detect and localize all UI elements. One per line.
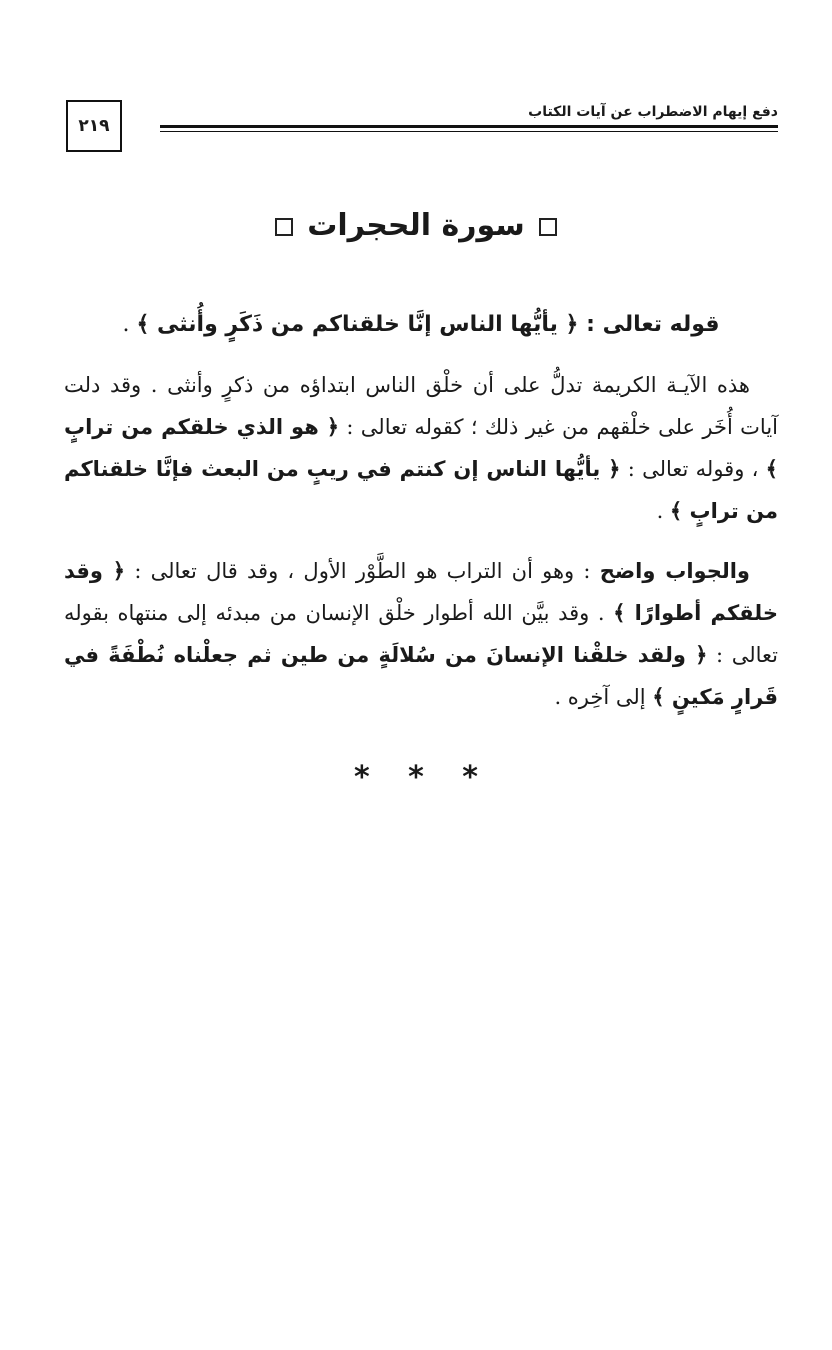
text-run: إلى آخِره . bbox=[554, 685, 653, 709]
text-run: . bbox=[656, 499, 670, 523]
quran-quote: ﴿ هو الذي خلقكم من ترابٍ ﴾ bbox=[64, 415, 778, 481]
square-ornament-icon bbox=[275, 218, 293, 236]
text-run: هذه الآيـة الكريمة تدلُّ على أن خلْق الناس ابتداؤه من ذكرٍ وأنثى . وقد دلت آيات أُخَر على خلْقهم من غير ذلك ؛ كقوله تعالى : bbox=[64, 373, 779, 439]
quran-quote: ﴿ يأيُّها الناس إنَّا خلقناكم من ذَكَرٍ وأُنثى ﴾ bbox=[136, 312, 579, 337]
paragraph-issue bbox=[64, 364, 778, 532]
surah-title: سورة الحجرات bbox=[307, 208, 525, 243]
paragraph-answer bbox=[64, 550, 778, 718]
square-ornament-icon bbox=[539, 218, 557, 236]
page-number: ٢١٩ bbox=[66, 100, 122, 152]
header-rule-thin bbox=[160, 131, 778, 132]
text-run: . وقد بيَّن الله أطوار خلْق الإنسان من مبدئه إلى منتهاه بقوله تعالى : bbox=[64, 601, 778, 667]
verse-label: قوله تعالى : bbox=[578, 312, 720, 337]
quran-quote: ﴿ ولقد خلقْنا الإنسانَ من سُلالَةٍ من طين ثم جعلْناه نُطْفَةً في قَرارٍ مَكينٍ ﴾ bbox=[64, 643, 778, 709]
header-rule-thick bbox=[160, 125, 778, 128]
text-run: : وهو أن التراب هو الطَّوْر الأول ، وقد قال تعالى : bbox=[125, 559, 600, 583]
running-title: دفع إيهام الاضطراب عن آيات الكتاب bbox=[528, 104, 778, 120]
section-separator: * * * bbox=[354, 760, 478, 795]
quran-quote: ﴿ يأيُّها الناس إن كنتم في ريبٍ من البعث فإنَّا خلقناكم من ترابٍ ﴾ bbox=[64, 457, 778, 523]
body-text bbox=[64, 304, 778, 718]
quran-quote: ﴿ وقد خلقكم أطوارًا ﴾ bbox=[64, 559, 778, 625]
surah-title-line bbox=[0, 208, 832, 243]
text-run: . bbox=[122, 312, 137, 337]
text-run: ، وقوله تعالى : bbox=[620, 457, 766, 481]
paragraph-verse bbox=[64, 304, 778, 346]
answer-label: والجواب واضح bbox=[599, 559, 750, 583]
